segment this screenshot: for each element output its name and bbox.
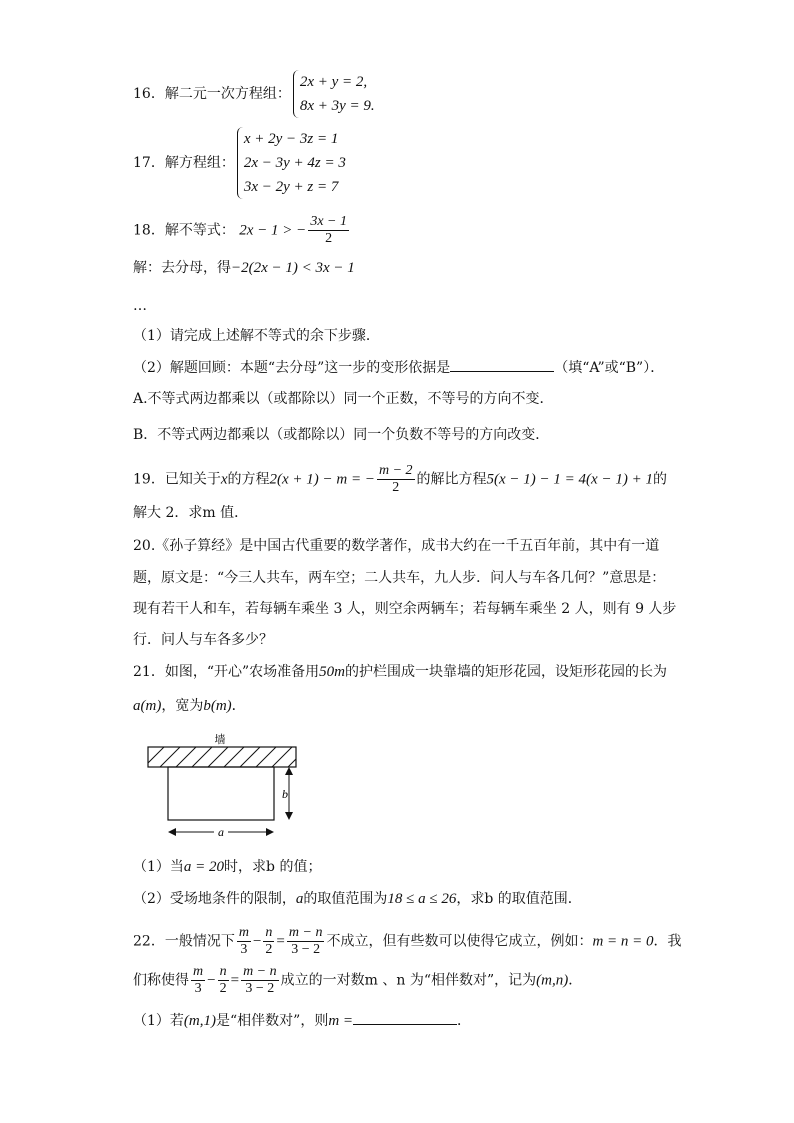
q18-answer-blank[interactable] (450, 357, 554, 372)
q22-f1-num-2: m (193, 964, 204, 979)
q18-label: 18．解不等式： (133, 222, 235, 239)
q19-mid2: 的解比方程 (416, 471, 487, 488)
q19-eq-lhs: 2(x + 1) − m = − (269, 471, 375, 488)
q21-part1-expr: a = 20 (183, 859, 225, 875)
q19-eq2: 5(x − 1) − 1 = 4(x − 1) + 1 (486, 471, 653, 488)
label-a: a (218, 825, 224, 839)
q18-option-b: B．不等式两边都乘以（或都除以）同一个负数不等号的方向改变． (133, 427, 550, 443)
q21-part1 (133, 857, 321, 877)
q21-line2 (133, 696, 246, 716)
q22-answer-blank[interactable] (353, 1010, 457, 1025)
q22-frac2-n2 (218, 964, 229, 997)
a-arrow-right (266, 828, 274, 836)
q20-line4: 行．问人与车各多少？ (133, 632, 273, 648)
q19-fraction (377, 463, 415, 496)
q20-line2: 题，原文是：“今三人共车，两车空；二人共车，九人步．问人与车各几何？”意思是： (133, 570, 666, 586)
q21-a: a(m) (133, 698, 162, 714)
q16-eq2: 8x + 3y = 9. (299, 98, 375, 114)
label-b: b (282, 787, 288, 801)
q19-mid1: 的方程 (227, 471, 270, 488)
q18-option-a: A.不等式两边都乘以（或都除以）同一个正数，不等号的方向不变． (133, 391, 554, 407)
a-arrow-left (168, 828, 176, 836)
q21-part1-suffix: 时，求b 的值； (224, 859, 322, 875)
q16-label: 16．解二元一次方程组： (133, 86, 291, 102)
q21-part2-prefix: （2）受场地条件的限制， (133, 891, 296, 907)
q18-frac-den: 2 (325, 231, 333, 246)
q18-part1: （1）请完成上述解不等式的余下步骤． (133, 328, 380, 344)
b-arrow-up (285, 767, 293, 775)
q17-eq3: 3x − 2y + z = 7 (243, 179, 339, 195)
q17-eq2: 2x − 3y + 4z = 3 (243, 155, 346, 171)
q21-line1 (133, 662, 667, 682)
q17-label: 17．解方程组： (133, 155, 235, 171)
q18-question (133, 214, 351, 247)
q21-part2-mid: 的取值范围为 (303, 891, 388, 907)
q22-l1-prefix: 22．一般情况下 (133, 933, 235, 950)
q22-frac2-m3 (191, 964, 205, 997)
q22-l2-mid: 成立的一对数m 、n 为“相伴数对”，记为 (280, 972, 537, 989)
q22-pair: (m,n) (536, 972, 569, 989)
b-arrow-down (285, 812, 293, 820)
q17-line (133, 127, 346, 199)
q19-prefix: 19．已知关于 (133, 471, 221, 488)
q22-part1-pair: (m,1) (183, 1013, 216, 1029)
q17-eq1: x + 2y − 3z = 1 (243, 131, 339, 147)
wall-label: 墙 (214, 733, 226, 746)
q22-part1-mid: 是“相伴数对”，则 (216, 1013, 329, 1029)
q19-line1 (133, 463, 667, 496)
q22-example: m = n = 0 (592, 933, 654, 950)
q16-system (293, 70, 375, 118)
q18-lhs: 2x − 1 > − (239, 222, 307, 239)
q22-l2-prefix: 们称使得 (133, 972, 189, 989)
q22-f3-den-2: 3 − 2 (245, 981, 275, 996)
q16-line (133, 70, 375, 118)
q22-frac-mn (287, 925, 325, 958)
q22-line1: 22．一般情况下 $\frac{m}{3}$ − $\frac{n}{2}$ = $\frac{m - n}{3 - 2}$ 不成立，但有些数可以使得它成立，例如：m = n = 0．我 (133, 925, 682, 957)
q18-part2 (133, 357, 664, 378)
q18-ellipsis: … (133, 298, 147, 314)
q22-part1 (133, 1010, 471, 1031)
q21-line2-end: ． (231, 698, 246, 714)
q22-f2-den-2: 2 (219, 981, 227, 996)
q21-line2-mid: ，宽为 (161, 698, 204, 714)
q22-f2-num: n (265, 925, 273, 940)
q21-part2 (133, 889, 582, 909)
q17-system (237, 127, 346, 199)
q21-length: 50m (319, 664, 345, 680)
q22-f1-den-2: 3 (194, 981, 202, 996)
q18-solution (133, 258, 355, 278)
q22-f1-num: m (238, 925, 249, 940)
q22-line2: 们称使得 $\frac{m}{3}$ − $\frac{n}{2}$ = $\frac{m - n}{3 - 2}$ 成立的一对数m 、n 为“相伴数对”，记为(m,n)． (133, 964, 583, 996)
q20-line3: 现有若干人和车，若每辆车乘坐 3 人，则空余两辆车；若每辆车乘坐 2 人，则有 9 人步 (133, 601, 677, 617)
q22-f2-num-2: n (219, 964, 227, 979)
q22-l1-mid: 不成立，但有些数可以使得它成立，例如： (326, 933, 593, 950)
q20-line1: 20.《孙子算经》是中国古代重要的数学著作，成书大约在一千五百年前，其中有一道 (133, 538, 660, 554)
q22-frac-m3 (237, 925, 251, 958)
q21-part2-suffix: ，求b 的取值范围． (456, 891, 582, 907)
q18-solution-prefix: 解：去分母，得 (133, 260, 231, 276)
q21-line1-prefix: 21．如图，“开心”农场准备用 (133, 664, 320, 680)
q21-b: b(m) (203, 698, 232, 714)
q22-frac-n2 (263, 925, 274, 958)
q19-suffix: 的 (652, 471, 667, 488)
q21-part1-prefix: （1）当 (133, 859, 184, 875)
q18-solution-expr: −2(2x − 1) < 3x − 1 (231, 260, 355, 276)
q16-eq1: 2x + y = 2, (299, 74, 368, 90)
q21-part2-range: 18 ≤ a ≤ 26 (387, 891, 457, 907)
q21-garden-figure (140, 730, 310, 839)
q22-l2-end: ． (568, 972, 583, 989)
q18-part2-suffix: （填“A”或“B”）． (554, 360, 665, 376)
q21-part2-var: a (295, 891, 304, 907)
q18-part2-prefix: （2）解题回顾：本题“去分母”这一步的变形依据是 (133, 360, 451, 376)
q22-f1-den: 3 (240, 942, 248, 957)
q22-part1-prefix: （1）若 (133, 1013, 184, 1029)
q19-line2: 解大 2．求m 值． (133, 505, 249, 521)
q22-f2-den: 2 (265, 942, 273, 957)
garden-rectangle (168, 767, 274, 820)
q22-part1-var: m = (328, 1013, 354, 1029)
q22-f3-num-2: m − n (243, 964, 277, 979)
q18-frac-num: 3x − 1 (310, 214, 347, 229)
q19-frac-num: m − 2 (378, 463, 413, 478)
q22-part1-end: ． (457, 1013, 472, 1029)
q22-frac2-mn (241, 964, 279, 997)
q19-frac-den: 2 (392, 480, 400, 495)
q19-var: x (220, 471, 228, 488)
q18-fraction (308, 214, 349, 247)
q22-f3-num: m − n (288, 925, 323, 940)
q22-l1-end: ．我 (653, 933, 682, 950)
q21-line1-suffix: 的护栏围成一块靠墙的矩形花园，设矩形花园的长为 (344, 664, 667, 680)
q22-f3-den: 3 − 2 (291, 942, 321, 957)
